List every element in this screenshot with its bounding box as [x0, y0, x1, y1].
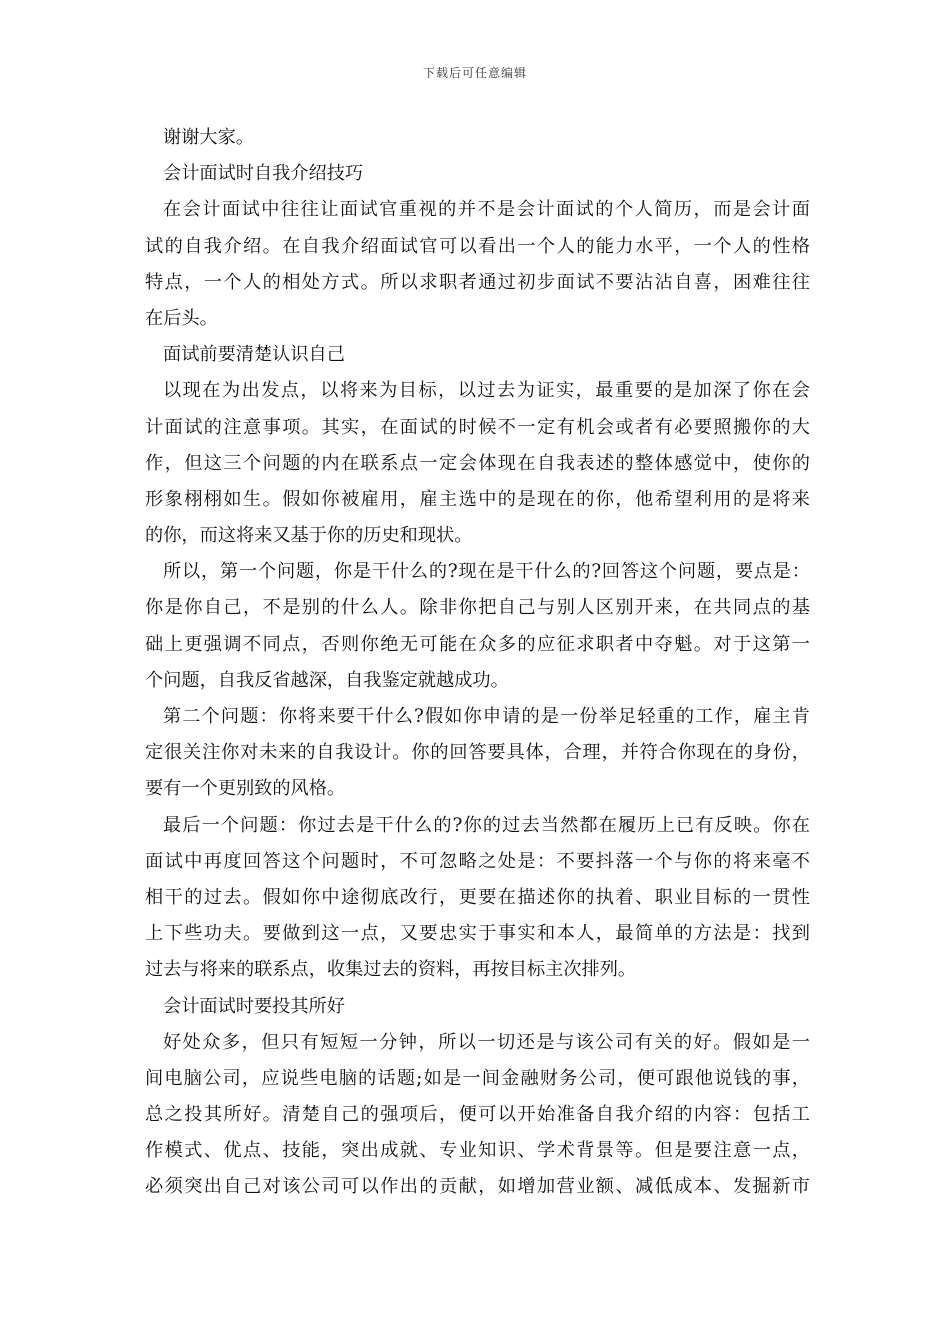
text-line: 相干的过去。假如你中途彻底改行，更要在描述你的执着、职业目标的一贯性: [145, 886, 810, 908]
text-line: 作模式、优点、技能，突出成就、专业知识、学术背景等。但是要注意一点，: [145, 1140, 810, 1162]
text-line: 最后一个问题：你过去是干什么的?你的过去当然都在履历上已有反映。你在: [163, 814, 810, 836]
text-line: 要有一个更别致的风格。: [145, 778, 346, 800]
text-line: 你是你自己，不是别的什么人。除非你把自己与别人区别开来，在共同点的基: [145, 597, 810, 619]
text-line: 作，但这三个问题的内在联系点一定会体现在自我表述的整体感觉中，使你的: [145, 452, 810, 474]
text-line: 间电脑公司，应说些电脑的话题;如是一间金融财务公司，便可跟他说钱的事，: [145, 1067, 810, 1089]
text-line: 总之投其所好。清楚自己的强项后，便可以开始准备自我介绍的内容：包括工: [145, 1104, 810, 1126]
text-line: 试的自我介绍。在自我介绍面试官可以看出一个人的能力水平，一个人的性格: [145, 235, 810, 257]
text-line: 必须突出自己对该公司可以作出的贡献，如增加营业额、减低成本、发掘新市: [145, 1176, 810, 1198]
text-line: 定很关注你对未来的自我设计。你的回答要具体，合理，并符合你现在的身份，: [145, 742, 810, 764]
text-line: 好处众多，但只有短短一分钟，所以一切还是与该公司有关的好。假如是一: [163, 1031, 810, 1053]
text-line: 会计面试时要投其所好: [163, 995, 345, 1017]
text-line: 会计面试时自我介绍技巧: [163, 163, 364, 185]
text-line: 形象栩栩如生。假如你被雇用，雇主选中的是现在的你，他希望利用的是将来: [145, 488, 810, 510]
text-line: 在后头。: [145, 307, 218, 329]
page-header: 下载后可任意编辑: [422, 66, 527, 80]
text-line: 的你，而这将来又基于你的历史和现状。: [145, 525, 473, 547]
text-line: 谢谢大家。: [163, 127, 254, 148]
document-body: [145, 120, 810, 1206]
text-line: 以现在为出发点，以将来为目标，以过去为证实，最重要的是加深了你在会: [163, 380, 810, 402]
text-line: 础上更强调不同点，否则你绝无可能在众多的应征求职者中夺魁。对于这第一: [145, 633, 810, 655]
text-line: 面试前要清楚认识自己: [163, 344, 345, 366]
text-line: 过去与将来的联系点，收集过去的资料，再按目标主次排列。: [145, 959, 637, 981]
text-line: 面试中再度回答这个问题时，不可忽略之处是：不要抖落一个与你的将来毫不: [145, 850, 810, 872]
text-line: 在会计面试中往往让面试官重视的并不是会计面试的个人简历，而是会计面: [163, 199, 810, 221]
text-line: 个问题，自我反省越深，自我鉴定就越成功。: [145, 669, 509, 691]
text-line: 第二个问题：你将来要干什么?假如你申请的是一份举足轻重的工作，雇主肯: [163, 706, 810, 727]
text-line: 计面试的注意事项。其实，在面试的时候不一定有机会或者有必要照搬你的大: [145, 416, 810, 438]
text-line: 上下些功夫。要做到这一点，又要忠实于事实和本人，最简单的方法是：找到: [145, 923, 810, 945]
text-line: 所以，第一个问题，你是干什么的?现在是干什么的?回答这个问题，要点是：: [163, 561, 810, 583]
text-line: 特点，一个人的相处方式。所以求职者通过初步面试不要沾沾自喜，困难往往: [145, 271, 810, 293]
